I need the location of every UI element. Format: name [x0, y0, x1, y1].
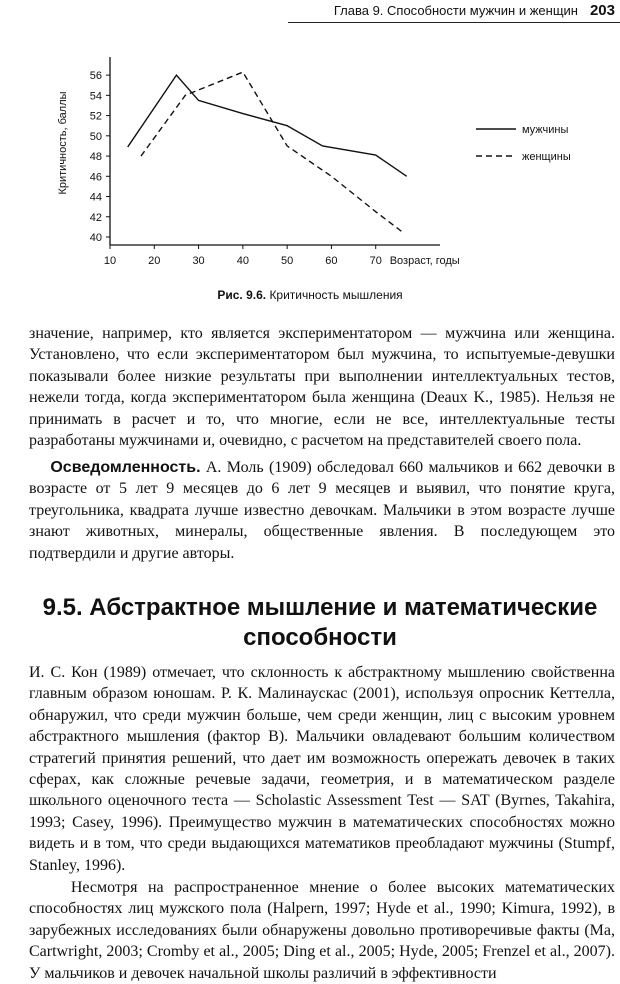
paragraph-1-text: значение, например, кто является экспериментатором — мужчина или женщина. Установлено, что если экспериментатором был мужчина, то испытуемые-девушки показывали более низкие результаты при выполнении интеллектуальных тестов, нежели тогда, когда экспериментатором была женщина (Deaux K., 1985). Нельзя не принимать в расчет и то, что многие, если не все, интеллектуальные тесты разработаны мужчинами и, очевидно, с расчетом на представителей своего пола. [29, 325, 615, 450]
running-head [290, 2, 615, 24]
legend-label-men: мужчины [522, 124, 569, 136]
y-tick-label: 40 [89, 232, 102, 244]
section-heading: 9.5. Абстрактное мышление и математические способности [42, 594, 598, 651]
paragraph-2-text: А. Моль (1909) обследовал 660 мальчиков и 662 девочки в возрасте от 5 лет 9 месяцев до 6 лет 9 месяцев и выявил, что понятие круга, треугольника, квадрата лучше известно девочкам. Мальчики в этом возрасте лучше знают животных, минералы, общественные явления. В последующем это подтвердили и другие авторы. [29, 459, 616, 562]
paragraph-3-text: И. С. Кон (1989) отмечает, что склонность к абстрактному мышлению свойственна главным образом юношам. Р. К. Малинаускас (2001), используя опросник Кеттелла, обнаружил, что среди мужчин больше, чем среди женщин, лиц с высоким уровнем абстрактного мышления (фактор B). Мальчики овладевают большим количеством стратегий принятия решений, что дает им возможность опережать девочек в таких сферах, как сложные речевые задачи, геометрия, и в математическом разделе школьного оценочного теста — Scholastic Assessment Test — SAT (Byrnes, Takahira, 1993; Casey, 1996). Преимущество мужчин в математических способностях можно видеть и в том, что среди выдающихся математиков преобладают мужчины (Stumpf, Stanley, 1996). [29, 664, 615, 874]
y-tick-label: 50 [89, 130, 102, 143]
paragraph-4-text: Несмотря на распространенное мнение о более высоких математических способностях лиц мужского пола (Halpern, 1997; Hyde et al., 1990; Kimura, 1992), в зарубежных исследованиях были обнаружены довольно противоречивые факты (Ma, Cartwright, 2003; Cromby et al., 2005; Ding et al., 2005; Hyde, 2005; Frenzel et al., 2007). У мальчиков и девочек начальной школы различий в эффективности [29, 879, 615, 982]
caption-label: Рис. 9.6. [217, 288, 267, 302]
chapter-title: Глава 9. Способности мужчин и женщин [333, 3, 578, 18]
paragraph-4-body [29, 877, 615, 984]
y-tick-label: 46 [89, 171, 102, 184]
paragraph-2 [29, 457, 615, 564]
page-number: 203 [589, 2, 615, 19]
x-tick-label: 50 [281, 255, 294, 267]
legend-label-women: женщины [522, 151, 571, 163]
header-rule [288, 22, 620, 23]
x-axis-label: Возраст, годы [389, 255, 460, 267]
y-axis-label: Критичность, баллы [57, 91, 69, 195]
x-tick-label: 60 [325, 255, 338, 267]
paragraph-2-lead: Осведомленность. [50, 459, 201, 476]
figure-9-6 [40, 45, 580, 315]
x-tick-label: 20 [148, 255, 161, 267]
y-tick-label: 48 [89, 151, 102, 164]
y-tick-label: 42 [89, 211, 102, 224]
paragraph-2-body [29, 457, 615, 564]
y-tick-label: 52 [89, 110, 102, 123]
critical-thinking-chart [40, 45, 580, 285]
series-line-women [141, 72, 402, 232]
paragraph-1 [29, 323, 615, 451]
paragraph-3 [29, 662, 615, 876]
y-tick-label: 54 [89, 90, 102, 103]
figure-caption [0, 288, 620, 302]
x-tick-label: 70 [369, 255, 382, 267]
caption-text: Критичность мышления [269, 288, 403, 302]
x-tick-label: 30 [192, 255, 205, 267]
x-tick-label: 10 [103, 255, 117, 267]
y-tick-label: 44 [89, 191, 102, 204]
series-line-men [128, 75, 407, 176]
x-tick-label: 40 [236, 255, 249, 267]
y-tick-label: 56 [89, 70, 102, 83]
paragraph-4 [29, 877, 615, 984]
